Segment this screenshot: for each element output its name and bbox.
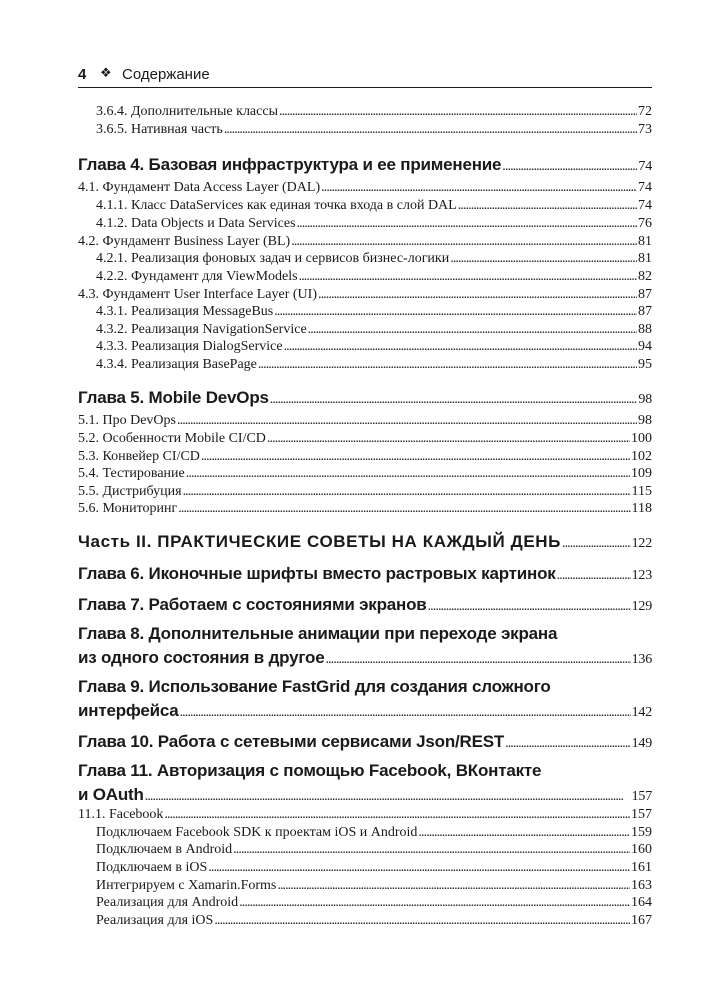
chapter-page: 74 <box>638 159 652 174</box>
toc-entry[interactable] <box>78 449 652 466</box>
chapter-5-heading[interactable] <box>78 388 652 410</box>
toc-entry[interactable] <box>96 339 652 356</box>
toc-entry-label: 4.3.2. Реализация NavigationService <box>96 322 307 337</box>
chapter-title-line2: интерфейса <box>78 701 179 720</box>
toc-entry[interactable] <box>78 234 652 251</box>
toc-entry-label: 5.6. Мониторинг <box>78 501 178 516</box>
toc-entry[interactable] <box>78 466 652 483</box>
toc-entry[interactable] <box>78 287 652 304</box>
dot-leader <box>270 392 638 408</box>
toc-entry[interactable] <box>96 269 652 286</box>
dot-leader <box>178 501 630 517</box>
toc-entry-page: 74 <box>638 180 652 195</box>
toc-entry-label: 5.2. Особенности Mobile CI/CD <box>78 431 266 446</box>
toc-entry-page: 87 <box>638 304 652 319</box>
toc-entry-page: 76 <box>638 216 652 231</box>
dot-leader <box>297 216 637 232</box>
running-header <box>78 64 652 86</box>
toc-entry-label: 4.1. Фундамент Data Access Layer (DAL) <box>78 180 321 195</box>
toc-entry-page: 102 <box>631 449 652 464</box>
toc-entry-page: 74 <box>638 198 652 213</box>
chapter-title: Глава 10. Работа с сетевыми сервисами Json/REST <box>78 732 505 751</box>
dot-leader <box>239 895 630 911</box>
dot-leader <box>418 825 630 841</box>
dot-leader <box>325 652 630 668</box>
toc-entry-page: 157 <box>631 807 652 822</box>
header-rule <box>78 87 652 88</box>
toc-entry-label: Интегрируем с Xamarin.Forms <box>96 878 277 893</box>
toc-entry-label: 5.4. Тестирование <box>78 466 185 481</box>
toc-entry-page: 163 <box>631 878 652 893</box>
toc-entry-page: 81 <box>638 234 652 249</box>
toc-entry-page: 82 <box>638 269 652 284</box>
chapter-page: 157 <box>631 789 652 804</box>
chapter-page: 129 <box>631 599 652 614</box>
dot-leader <box>186 466 630 482</box>
chapter-title: Глава 6. Иконочные шрифты вместо растровых картинок <box>78 564 556 583</box>
toc-entry-page: 160 <box>631 842 652 857</box>
dot-leader <box>274 304 637 320</box>
toc-entry-page: 95 <box>638 357 652 372</box>
dot-leader <box>267 431 630 447</box>
chapter-title-line2: и OAuth <box>78 785 144 804</box>
toc-entry-label: 5.1. Про DevOps <box>78 413 176 428</box>
toc-entry-page: 73 <box>638 122 652 137</box>
toc-entry[interactable] <box>96 860 652 877</box>
chapter-9-heading[interactable] <box>78 701 652 723</box>
dot-leader <box>502 159 637 175</box>
toc-entry-label: 5.5. Дистрибуция <box>78 484 182 499</box>
chapter-11-heading[interactable] <box>78 785 652 807</box>
dot-leader <box>208 860 630 876</box>
toc-entry-label: 4.1.1. Класс DataServices как единая точка входа в слой DAL <box>96 198 457 213</box>
dot-leader <box>450 251 637 267</box>
toc-entry[interactable] <box>78 484 652 501</box>
dot-leader <box>557 568 631 584</box>
toc-entry-label: 4.2.1. Реализация фоновых задач и сервисов бизнес-логики <box>96 251 450 266</box>
dot-leader <box>224 122 637 138</box>
dot-leader <box>164 807 630 823</box>
toc-entry-label: 4.2.2. Фундамент для ViewModels <box>96 269 298 284</box>
toc-entry[interactable] <box>96 357 652 374</box>
toc-entry[interactable] <box>78 807 652 824</box>
toc-entry[interactable] <box>96 842 652 859</box>
dot-leader <box>214 913 630 929</box>
toc-entry-page: 94 <box>638 339 652 354</box>
dot-leader <box>291 234 637 250</box>
chapter-8-title-line1[interactable]: Глава 8. Дополнительные анимации при переходе экрана <box>78 624 558 643</box>
toc-entry-page: 161 <box>631 860 652 875</box>
chapter-9-title-line1[interactable]: Глава 9. Использование FastGrid для создания сложного <box>78 677 551 696</box>
toc-entry-label: 11.1. Facebook <box>78 807 164 822</box>
chapter-8-heading[interactable] <box>78 648 652 670</box>
toc-entry-label: 5.3. Конвейер CI/CD <box>78 449 200 464</box>
toc-entry[interactable] <box>78 431 652 448</box>
dot-leader <box>145 789 631 805</box>
toc-entry[interactable] <box>96 825 652 842</box>
part-2-heading[interactable] <box>78 532 652 554</box>
toc-entry-label: 3.6.4. Дополнительные классы <box>96 104 278 119</box>
page-number: 4 <box>78 66 87 83</box>
toc-entry-label: Реализация для Android <box>96 895 239 910</box>
toc-entry-page: 100 <box>631 431 652 446</box>
toc-entry[interactable] <box>96 104 652 121</box>
dot-leader <box>562 536 631 552</box>
toc-entry[interactable] <box>96 251 652 268</box>
dot-leader <box>279 104 637 120</box>
dot-leader <box>177 413 637 429</box>
dot-leader <box>505 736 630 752</box>
chapter-page: 98 <box>638 392 652 407</box>
chapter-page: 149 <box>631 736 652 751</box>
part-title: Часть II. ПРАКТИЧЕСКИЕ СОВЕТЫ НА КАЖДЫЙ ДЕНЬ <box>78 532 561 551</box>
toc-entry-page: 81 <box>638 251 652 266</box>
toc-entry[interactable] <box>96 895 652 912</box>
dot-leader <box>458 198 637 214</box>
chapter-page: 136 <box>631 652 652 667</box>
ornament-icon: ❖ <box>100 65 112 80</box>
dot-leader <box>277 878 630 894</box>
toc-entry-page: 88 <box>638 322 652 337</box>
dot-leader <box>233 842 630 858</box>
toc-entry-label: 4.1.2. Data Objects и Data Services <box>96 216 296 231</box>
toc-entry-page: 109 <box>631 466 652 481</box>
toc-entry-label: 4.3.1. Реализация MessageBus <box>96 304 274 319</box>
dot-leader <box>258 357 637 373</box>
toc-entry-page: 118 <box>631 501 652 516</box>
chapter-page: 142 <box>631 705 652 720</box>
toc-entry[interactable] <box>78 413 652 430</box>
chapter-6-heading[interactable] <box>78 564 652 586</box>
toc-entry-page: 164 <box>631 895 652 910</box>
toc-entry[interactable] <box>78 501 652 518</box>
chapter-page: 123 <box>631 568 652 583</box>
toc-entry[interactable] <box>96 122 652 139</box>
toc-entry[interactable] <box>96 913 652 930</box>
part-page: 122 <box>631 536 652 551</box>
dot-leader <box>284 339 637 355</box>
dot-leader <box>321 180 637 196</box>
toc-entry[interactable] <box>96 216 652 233</box>
toc-entry-page: 167 <box>631 913 652 928</box>
chapter-title: Глава 4. Базовая инфраструктура и ее применение <box>78 155 502 174</box>
running-title: Содержание <box>122 66 210 83</box>
chapter-title-line2: из одного состояния в другое <box>78 648 325 667</box>
dot-leader <box>428 599 631 615</box>
toc-entry-label: Подключаем Facebook SDK к проектам iOS и Android <box>96 825 418 840</box>
toc-entry-label: 4.3.4. Реализация BasePage <box>96 357 257 372</box>
chapter-7-heading[interactable] <box>78 595 652 617</box>
toc-entry[interactable] <box>96 322 652 339</box>
toc-entry-label: 3.6.5. Нативная часть <box>96 122 223 137</box>
chapter-4-heading[interactable] <box>78 155 652 177</box>
toc-entry[interactable] <box>78 180 652 197</box>
toc-entry[interactable] <box>96 198 652 215</box>
toc-entry-label: Подключаем в Android <box>96 842 233 857</box>
chapter-title: Глава 7. Работаем с состояниями экранов <box>78 595 427 614</box>
toc-entry[interactable] <box>96 878 652 895</box>
dot-leader <box>318 287 637 303</box>
chapter-title: Глава 5. Mobile DevOps <box>78 388 269 407</box>
toc-entry-page: 72 <box>638 104 652 119</box>
toc-entry-label: 4.2. Фундамент Business Layer (BL) <box>78 234 291 249</box>
dot-leader <box>308 322 637 338</box>
dot-leader <box>183 484 631 500</box>
toc-entry-label: Подключаем в iOS <box>96 860 208 875</box>
dot-leader <box>180 705 631 721</box>
chapter-11-title-line1[interactable]: Глава 11. Авторизация с помощью Facebook, ВКонтакте <box>78 761 542 780</box>
toc-entry-page: 159 <box>631 825 652 840</box>
dot-leader <box>299 269 637 285</box>
toc-entry-page: 98 <box>638 413 652 428</box>
chapter-10-heading[interactable] <box>78 732 652 754</box>
toc-entry-page: 115 <box>631 484 652 499</box>
toc-entry-page: 87 <box>638 287 652 302</box>
toc-entry[interactable] <box>96 304 652 321</box>
toc-entry-label: 4.3.3. Реализация DialogService <box>96 339 283 354</box>
dot-leader <box>201 449 630 465</box>
toc-entry-label: Реализация для iOS <box>96 913 214 928</box>
toc-entry-label: 4.3. Фундамент User Interface Layer (UI) <box>78 287 317 302</box>
